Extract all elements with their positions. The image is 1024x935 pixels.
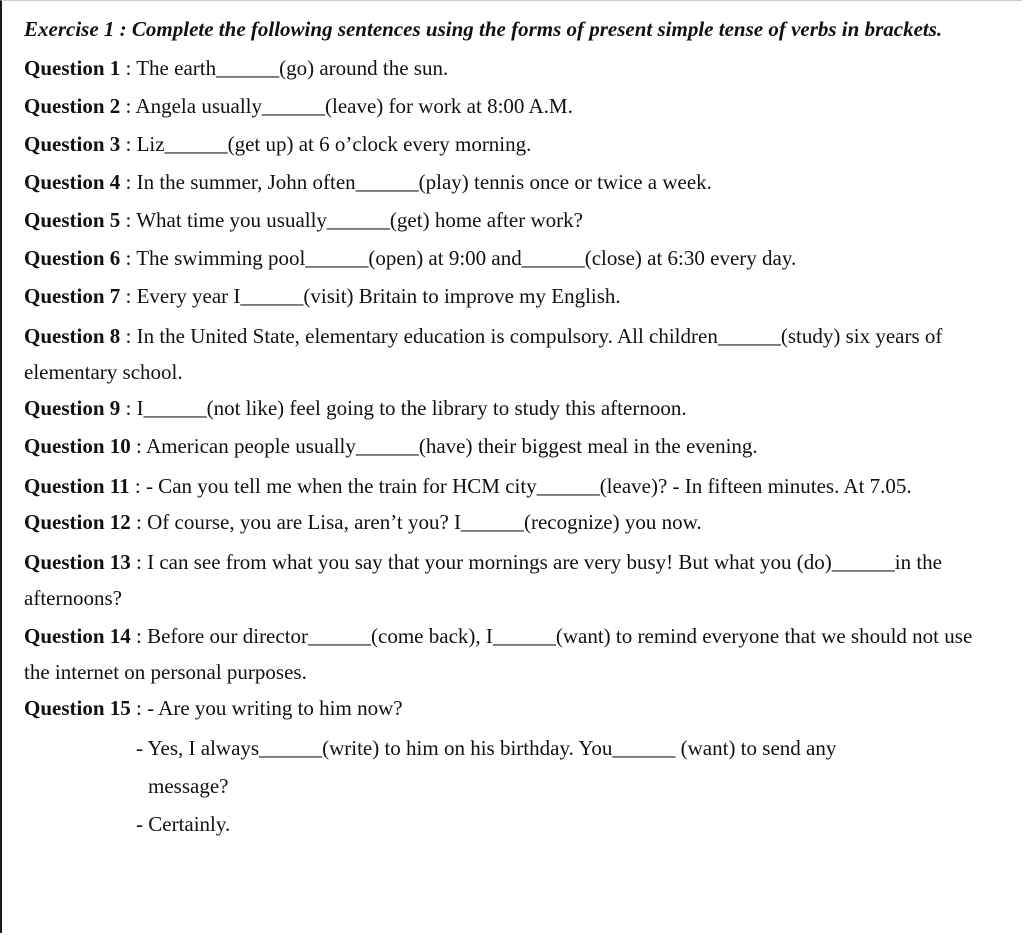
question-label: Question 9: [24, 396, 121, 420]
question-text: : Of course, you are Lisa, aren’t you? I______(recognize) you now.: [136, 510, 702, 534]
question-5: [24, 204, 984, 236]
question-label: Question 10: [24, 434, 131, 458]
question-label: Question 2: [24, 94, 121, 118]
question-15-reply-line-1: - Yes, I always______(write) to him on his birthday. You______ (want) to send any: [136, 736, 837, 760]
question-6: [24, 242, 984, 274]
exercise-title: [24, 13, 984, 46]
question-text: : What time you usually______(get) home after work?: [125, 208, 583, 232]
question-8: [24, 318, 984, 390]
question-text: : The swimming pool______(open) at 9:00 and______(close) at 6:30 every day.: [125, 246, 797, 270]
question-12: [24, 506, 984, 538]
question-15-reply-line-3: - Certainly.: [136, 812, 231, 836]
question-9: [24, 392, 984, 424]
question-text: : Liz______(get up) at 6 o’clock every morning.: [125, 132, 532, 156]
question-label: Question 7: [24, 284, 121, 308]
question-text: : I______(not like) feel going to the library to study this afternoon.: [125, 396, 687, 420]
question-text: : The earth______(go) around the sun.: [125, 56, 449, 80]
question-14: [24, 618, 984, 690]
question-15-reply-continuation: message?: [148, 774, 229, 798]
question-text: : - Are you writing to him now?: [136, 696, 403, 720]
question-label: Question 6: [24, 246, 121, 270]
question-text: : Before our director______(come back), I______(want) to remind everyone that we should not use the internet on personal purposes.: [24, 624, 973, 684]
question-text: : I can see from what you say that your mornings are very busy! But what you (do)______in the afternoons?: [24, 550, 943, 610]
question-7: [24, 280, 984, 312]
question-2: [24, 90, 984, 122]
question-text: : Every year I______(visit) Britain to improve my English.: [125, 284, 621, 308]
exercise-instruction: : Complete the following sentences using the forms of present simple tense of verbs in brackets.: [119, 17, 943, 41]
question-15-reply-line-2: [24, 768, 984, 804]
question-text: : - Can you tell me when the train for HCM city______(leave)? - In fifteen minutes. At 7.05.: [134, 474, 912, 498]
question-label: Question 13: [24, 550, 131, 574]
question-10: [24, 430, 984, 462]
question-label: Question 1: [24, 56, 121, 80]
question-13: [24, 544, 984, 616]
question-text: : In the United State, elementary education is compulsory. All children______(study) six years of elementary school.: [24, 324, 943, 384]
question-1: [24, 52, 984, 84]
question-label: Question 11: [24, 474, 130, 498]
question-label: Question 8: [24, 324, 121, 348]
question-label: Question 3: [24, 132, 121, 156]
question-label: Question 15: [24, 696, 131, 720]
question-label: Question 4: [24, 170, 121, 194]
question-text: : Angela usually______(leave) for work at 8:00 A.M.: [125, 94, 573, 118]
question-text: : In the summer, John often______(play) tennis once or twice a week.: [125, 170, 712, 194]
question-label: Question 5: [24, 208, 121, 232]
exercise-label: Exercise 1: [24, 17, 115, 41]
question-4: [24, 166, 984, 198]
question-label: Question 12: [24, 510, 131, 534]
question-3: [24, 128, 984, 160]
question-15: [24, 692, 984, 724]
question-label: Question 14: [24, 624, 131, 648]
question-text: : American people usually______(have) their biggest meal in the evening.: [136, 434, 758, 458]
worksheet-content: [24, 13, 984, 844]
question-11: [24, 468, 984, 504]
